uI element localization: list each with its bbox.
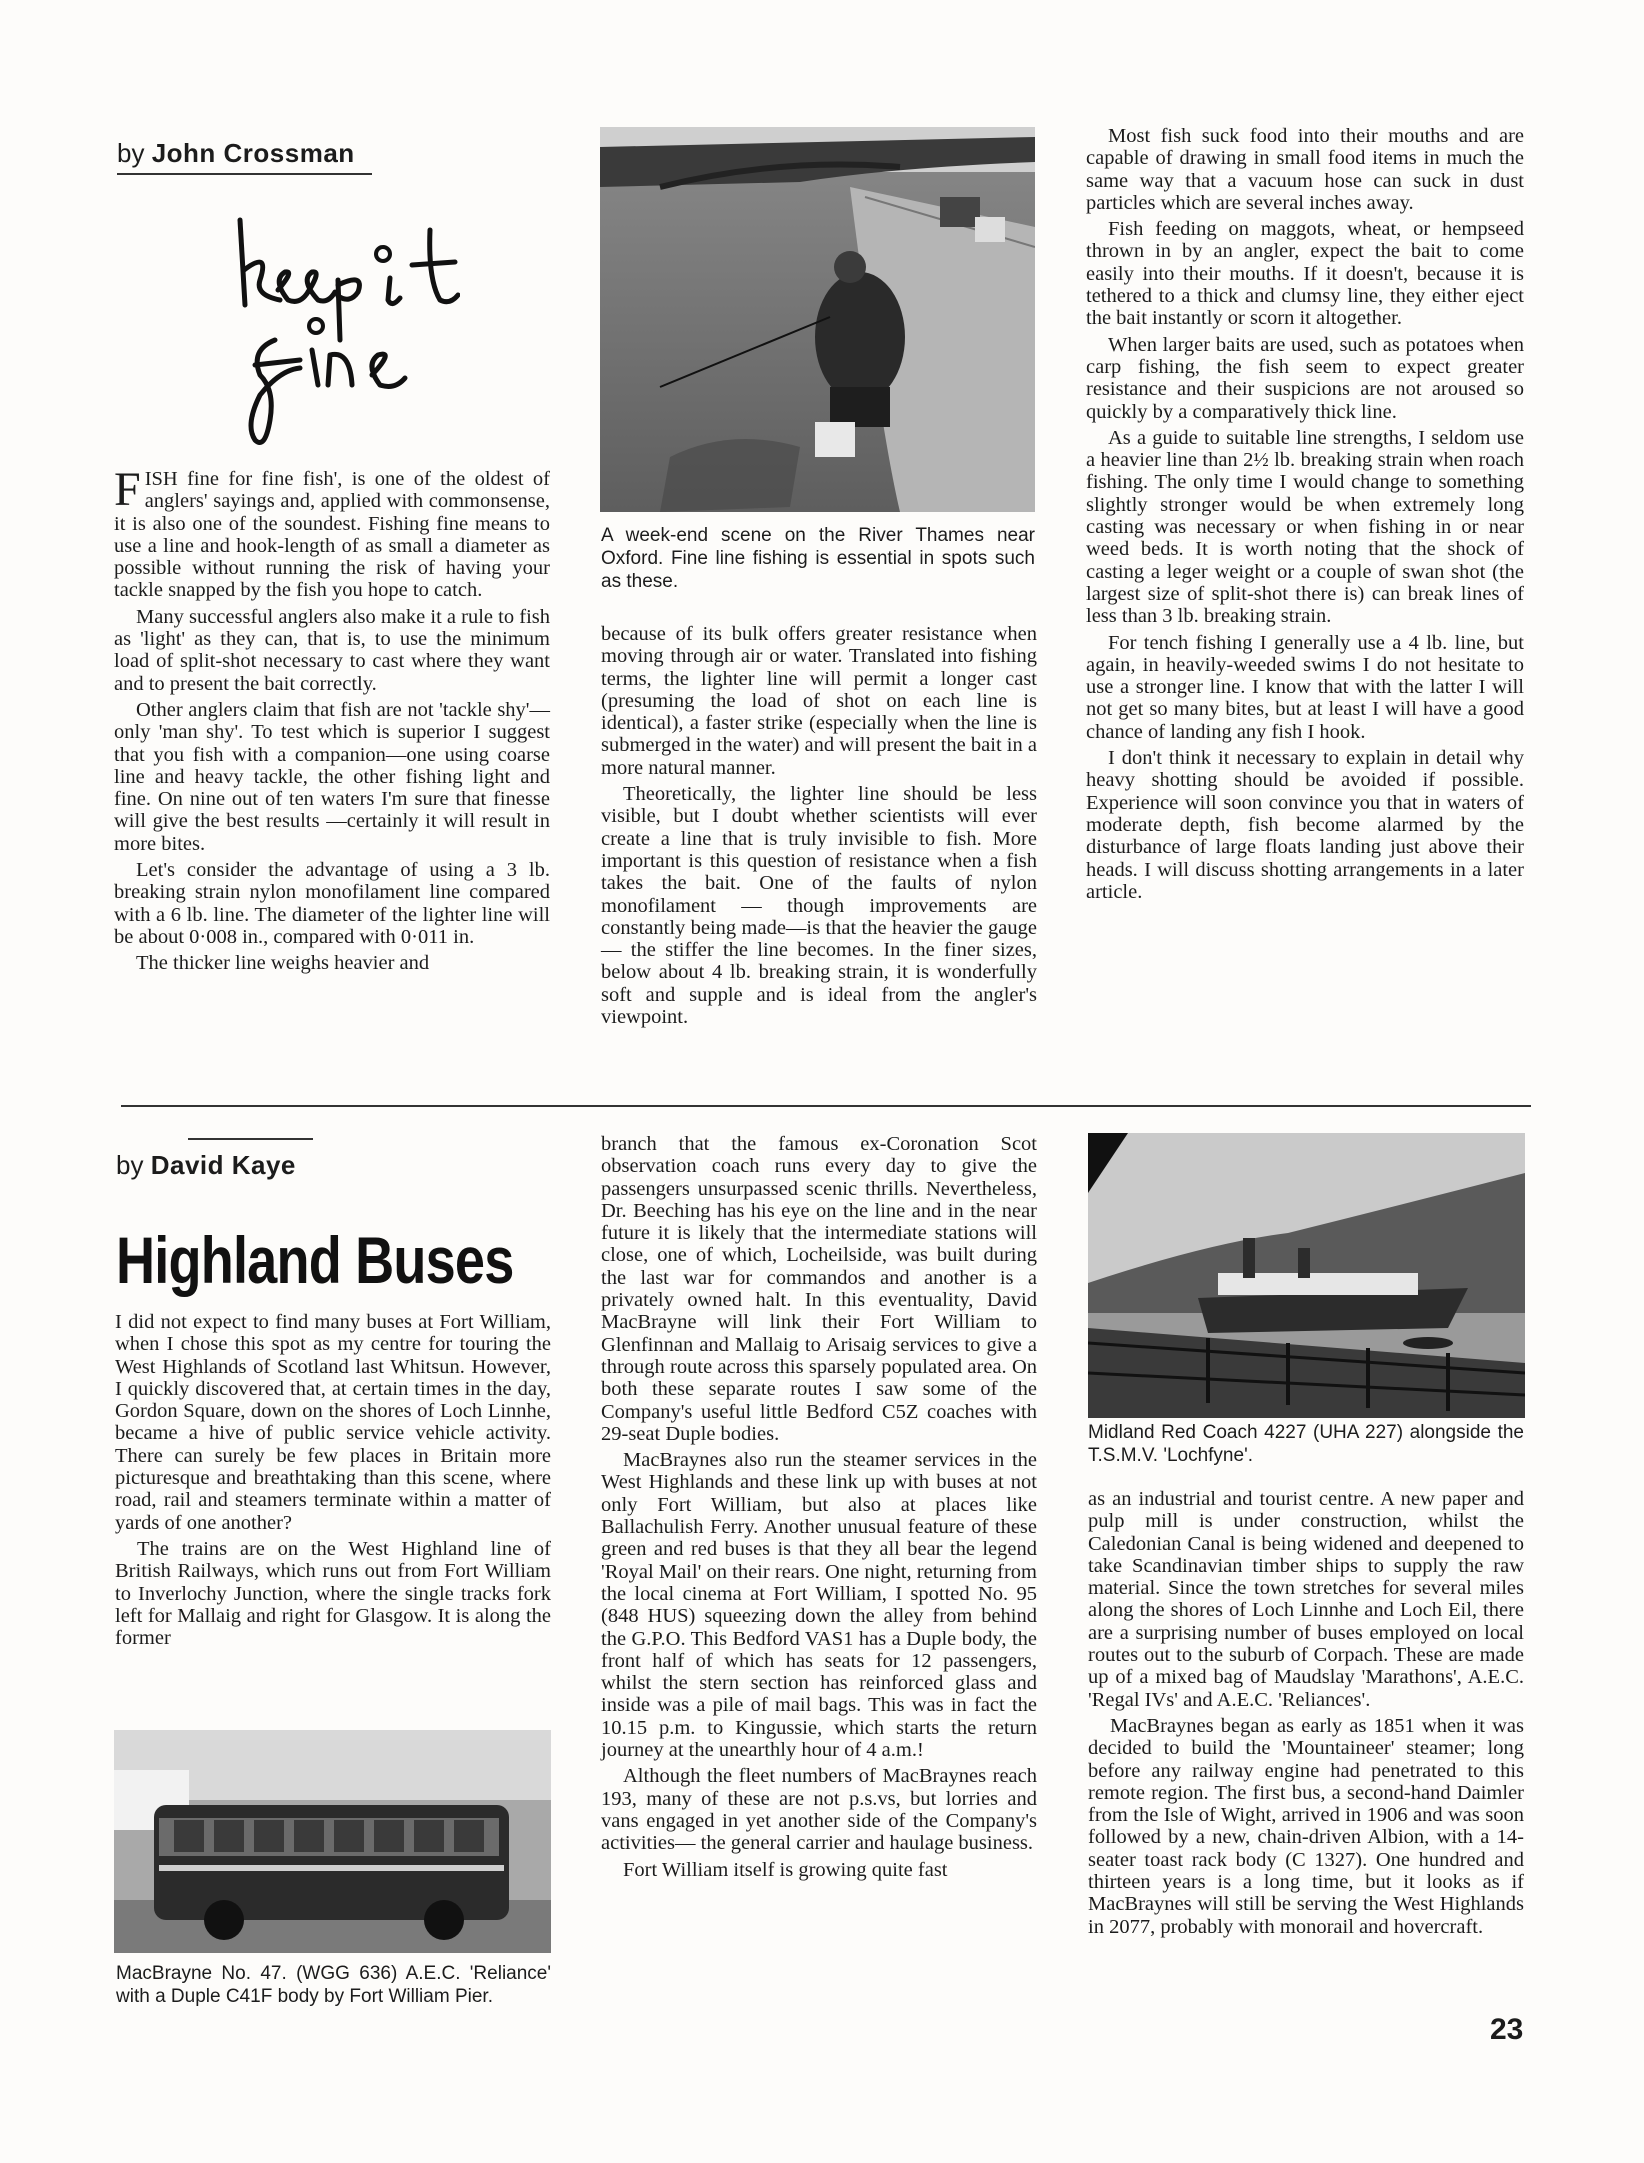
paragraph: MacBraynes began as early as 1851 when it was decided to build the 'Mountaineer' steamer; long before any railway engine had penetrated to this remote region. The first bus, a second-hand Daimler from the Isle of Wight, arrived in 1906 and was soon followed by a new, chain-driven Albion, with a 14-seater toast rack body (C 1327). One hundred and thirteen years is a long time, but it looks as if MacBraynes will still be serving the West Highlands in 2077, probably with monorail and hovercraft. — [1088, 1714, 1524, 1938]
paragraph: Fish feeding on maggots, wheat, or hempseed thrown in by an angler, expect the bait to come easily into their mouths. If it doesn't, because it is tethered to a thick and clumsy line, they either eject the bait instantly or scorn it altogether. — [1086, 218, 1524, 330]
paragraph: MacBraynes also run the steamer services in the West Highlands and these link up with buses at not only Fort William, but also at places like Ballachulish Ferry. Another unusual feature of these green and red buses is that they all bear the legend 'Royal Mail' on their rears. One night, returning from the local cinema at Fort William, I spotted No. 95 (848 HUS) squeezing down the alley from behind the G.P.O. This Bedford VAS1 has a Duple body, the front half of which has seats for 12 passengers, whilst the stern section has reinforced glass and inside was a pile of mail bags. This was in fact the 10.15 p.m. to Kingussie, which starts the return journey at the unearthly hour of 4 a.m.! — [601, 1449, 1037, 1762]
author-name: David Kaye — [150, 1150, 296, 1180]
paragraph: When larger baits are used, such as potatoes when carp fishing, the fish seem to expect greater resistance and their suspicions are not aroused so quickly by a comparatively thick line. — [1086, 333, 1524, 423]
byline-david-kaye — [116, 1150, 296, 1181]
paragraph: Most fish suck food into their mouths and are capable of drawing in small food items in much the same way that a vacuum hose can suck in dust particles which are several inches away. — [1086, 125, 1524, 214]
article1-column-2 — [601, 623, 1037, 1032]
paragraph: branch that the famous ex-Coronation Scot observation coach runs every day to give the passengers unsurpassed scenic thrills. Nevertheless, Dr. Beeching has his eye on the line and in the near future it is likely that the intermediate stations will close, one of which, Locheilside, was built during the last war for commandos and another is a privately owned halt. In this eventuality, David MacBrayne will link their Fort William to Glenfinnan and Mallaig to Arisaig services to give a through route across this sparsely populated area. On both these separate routes I saw some of the Company's useful little Bedford C5Z coaches with 29-seat Duple bodies. — [601, 1133, 1037, 1445]
paragraph: I did not expect to find many buses at Fort William, when I chose this spot as my centre for touring the West Highlands of Scotland last Whitsun. However, I quickly discovered that, at certain times in the day, Gordon Square, down on the shores of Loch Linnhe, became a hive of public service vehicle activity. There can surely be few places in Britain more picturesque and breathtaking than this scene, where road, rail and steamers terminate within a matter of yards of one another? — [115, 1311, 551, 1534]
article2-column-1 — [115, 1311, 551, 1653]
paragraph: Although the fleet numbers of MacBraynes reach 193, many of these are not p.s.vs, but lorries and vans engaged in yet another side of the Company's activities— the general carrier and haulage business. — [601, 1765, 1037, 1855]
ship-caption: Midland Red Coach 4227 (UHA 227) alongside the T.S.M.V. 'Lochfyne'. — [1088, 1422, 1524, 1466]
byline-underline — [117, 173, 372, 175]
lochfyne-ship-photo — [1088, 1133, 1525, 1418]
article1-column-3 — [1086, 125, 1524, 907]
article2-column-3 — [1088, 1488, 1524, 1942]
page-number: 23 — [1490, 2013, 1524, 2046]
paragraph: As a guide to suitable line strengths, I seldom use a heavier line than 2½ lb. breaking strain when roach fishing. The only time I would change to something slightly stronger would be when extremely long casting was necessary or when fishing in or near weed beds. It is worth noting that the shock of casting a leger weight or a couple of swan shot (the largest size of split-shot there is) can break lines of less than 3 lb. breaking strain. — [1086, 426, 1524, 628]
article-divider — [121, 1105, 1531, 1107]
paragraph: Let's consider the advantage of using a 3 lb. breaking strain nylon monofilament line compared with a 6 lb. line. The diameter of the lighter line will be about 0·008 in., compared with 0·011 in. — [114, 859, 550, 948]
byline-overline — [188, 1138, 313, 1140]
byline-john-crossman — [117, 138, 355, 169]
paragraph: The thicker line weighs heavier and — [136, 952, 430, 975]
macbrayne-bus-photo — [114, 1730, 551, 1953]
paragraph: because of its bulk offers greater resistance when moving through air or water. Translated into fishing terms, the lighter line will permit a longer cast (presuming the load of shot on each line is identical), a faster strike (especially when the line is submerged in the water) and will present the bait in a more natural manner. — [601, 623, 1037, 779]
river-thames-caption: A week-end scene on the River Thames near Oxford. Fine line fishing is essential in spots such as these. — [601, 525, 1035, 592]
paragraph: I don't think it necessary to explain in detail why heavy shotting should be avoided if possible. Experience will soon convince you that in waters of moderate depth, fish become alarmed by the disturbance of large floats landing just above their heads. I will discuss shotting arrangements in a later article. — [1086, 747, 1524, 903]
paragraph: The trains are on the West Highland line of British Railways, which runs out from Fort William to Inverlochy Junction, where the single tracks fork left for Mallaig and right for Glasgow. It is along the former — [115, 1537, 551, 1650]
paragraph: Many successful anglers also make it a rule to fish as 'light' as they can, that is, to use the minimum load of split-shot necessary to cast where they want and to present the bait correctly. — [114, 605, 550, 695]
paragraph: Other anglers claim that fish are not 'tackle shy'—only 'man shy'. To test which is superior I suggest that you fish with a companion—one using coarse line and heavy tackle, the other fishing light and fine. On nine out of ten waters I'm sure that finesse will give the best results —certainly it will result in more bites. — [114, 698, 550, 855]
bus-caption: MacBrayne No. 47. (WGG 636) A.E.C. 'Reliance' with a Duple C41F body by Fort William Pier. — [116, 1963, 551, 2007]
paragraph: For tench fishing I generally use a 4 lb. line, but again, in heavily-weeded swims I do not hesitate to use a stronger line. I know that with the latter I will not get so many bites, but at least I will have a good chance of landing any fish I hook. — [1086, 631, 1524, 743]
river-thames-photo — [600, 127, 1035, 512]
paragraph: as an industrial and tourist centre. A new paper and pulp mill is under construction, whilst the Caledonian Canal is being widened and deepened to take Scandinavian timber ships to supply the raw material. Since the town stretches for several miles along the shores of Loch Linnhe and Loch Eil, there are a surprising number of buses employed on local routes out to the suburb of Corpach. These are made up of a mixed bag of Maudslay 'Marathons', A.E.C. 'Regal IVs' and A.E.C. 'Reliances'. — [1088, 1488, 1524, 1711]
paragraph: Fort William itself is growing quite fast — [623, 1858, 948, 1881]
paragraph: FISH fine for fine fish', is one of the oldest of anglers' sayings and, applied with commonsense, it is also one of the soundest. Fishing fine means to use a line and hook-length of as small a diameter as possible without running the risk of having your tackle snapped by the fish you hope to catch. — [114, 463, 550, 602]
keep-it-fine-title — [200, 200, 460, 460]
article2-column-2 — [601, 1133, 1037, 1885]
headline: Highland Buses — [116, 1223, 514, 1297]
article1-column-1 — [114, 463, 550, 979]
author-name: John Crossman — [151, 138, 355, 168]
byline-prefix: by — [117, 138, 145, 168]
drop-cap: F — [114, 463, 141, 516]
paragraph: Theoretically, the lighter line should be less visible, but I doubt whether scientists will ever create a line that is truly invisible to fish. More important is this question of resistance when a fish takes the bait. One of the faults of nylon monofilament — though improvements are constantly being made—is that the heavier the gauge — the stiffer the line becomes. In the finer sizes, below about 4 lb. breaking strain, it is wonderfully soft and supple and is ideal from the angler's viewpoint. — [601, 783, 1037, 1029]
byline-prefix: by — [116, 1150, 144, 1180]
